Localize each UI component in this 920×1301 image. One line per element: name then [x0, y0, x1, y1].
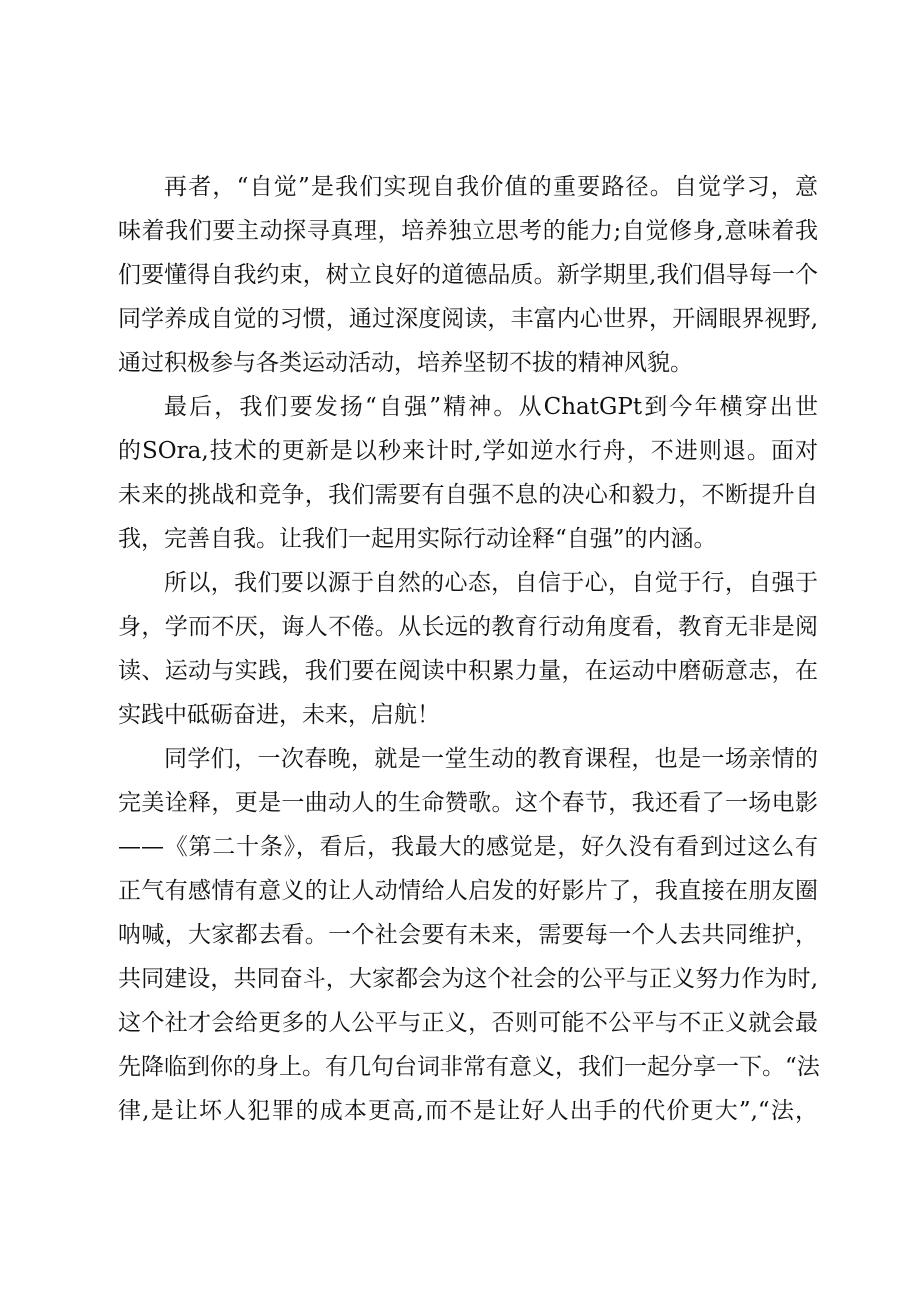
text-line: 最后，我们要发扬“自强”精神。从ChatGPt到今年横穿出世 [164, 394, 818, 420]
text-line: 正气有感情有意义的让人动情给人启发的好影片了，我直接在朋友圈 [118, 878, 818, 904]
text-line: 完美诠释，更是一曲动人的生命赞歌。这个春节，我还看了一场电影 [118, 790, 818, 816]
text-line: 这个社才会给更多的人公平与正义，否则可能不公平与不正义就会最 [118, 1010, 818, 1036]
document-body [118, 165, 818, 1133]
text-line: 实践中砥砺奋进，未来，启航！ [118, 702, 440, 728]
text-line: 我，完善自我。让我们一起用实际行动诠释“自强”的内涵。 [118, 526, 717, 552]
text-line: 身，学而不厌，诲人不倦。从长远的教育行动角度看，教育无非是阅 [118, 614, 818, 640]
paragraph-spring-festival [118, 737, 818, 1133]
text-line: 呐喊，大家都去看。一个社会要有未来，需要每一个人去共同维护， [118, 922, 818, 948]
text-line: 共同建设，共同奋斗，大家都会为这个社会的公平与正义努力作为时, [118, 966, 818, 992]
text-line: 读、运动与实践，我们要在阅读中积累力量，在运动中磨砺意志，在 [118, 658, 818, 684]
text-line: 先降临到你的身上。有几句台词非常有意义，我们一起分享一下。“法 [118, 1054, 820, 1080]
text-line: 们要懂得自我约束，树立良好的道德品质。新学期里,我们倡导每一个 [118, 262, 818, 288]
paragraph-conclusion [118, 561, 818, 737]
text-line: ——《第二十条》，看后，我最大的感觉是，好久没有看到过这么有 [118, 834, 818, 860]
text-line: 所以，我们要以源于自然的心态，自信于心，自觉于行，自强于 [164, 570, 818, 596]
paragraph-self-improvement [118, 385, 818, 561]
text-line: 通过积极参与各类运动活动，培养坚韧不拔的精神风貌。 [118, 350, 693, 376]
text-line: 同学养成自觉的习惯，通过深度阅读，丰富内心世界，开阔眼界视野, [118, 306, 818, 332]
text-line: 律,是让坏人犯罪的成本更高,而不是让好人出手的代价更大”,“法， [118, 1098, 818, 1124]
text-line: 味着我们要主动探寻真理，培养独立思考的能力;自觉修身,意味着我 [118, 218, 818, 244]
text-line: 再者，“自觉”是我们实现自我价值的重要路径。自觉学习，意 [164, 174, 818, 200]
text-line: 同学们，一次春晚，就是一堂生动的教育课程，也是一场亲情的 [164, 746, 818, 772]
text-line: 的SOra,技术的更新是以秒来计时,学如逆水行舟，不进则退。面对 [118, 438, 818, 464]
text-line: 未来的挑战和竞争，我们需要有自强不息的决心和毅力，不断提升自 [118, 482, 818, 508]
paragraph-self-discipline [118, 165, 818, 385]
